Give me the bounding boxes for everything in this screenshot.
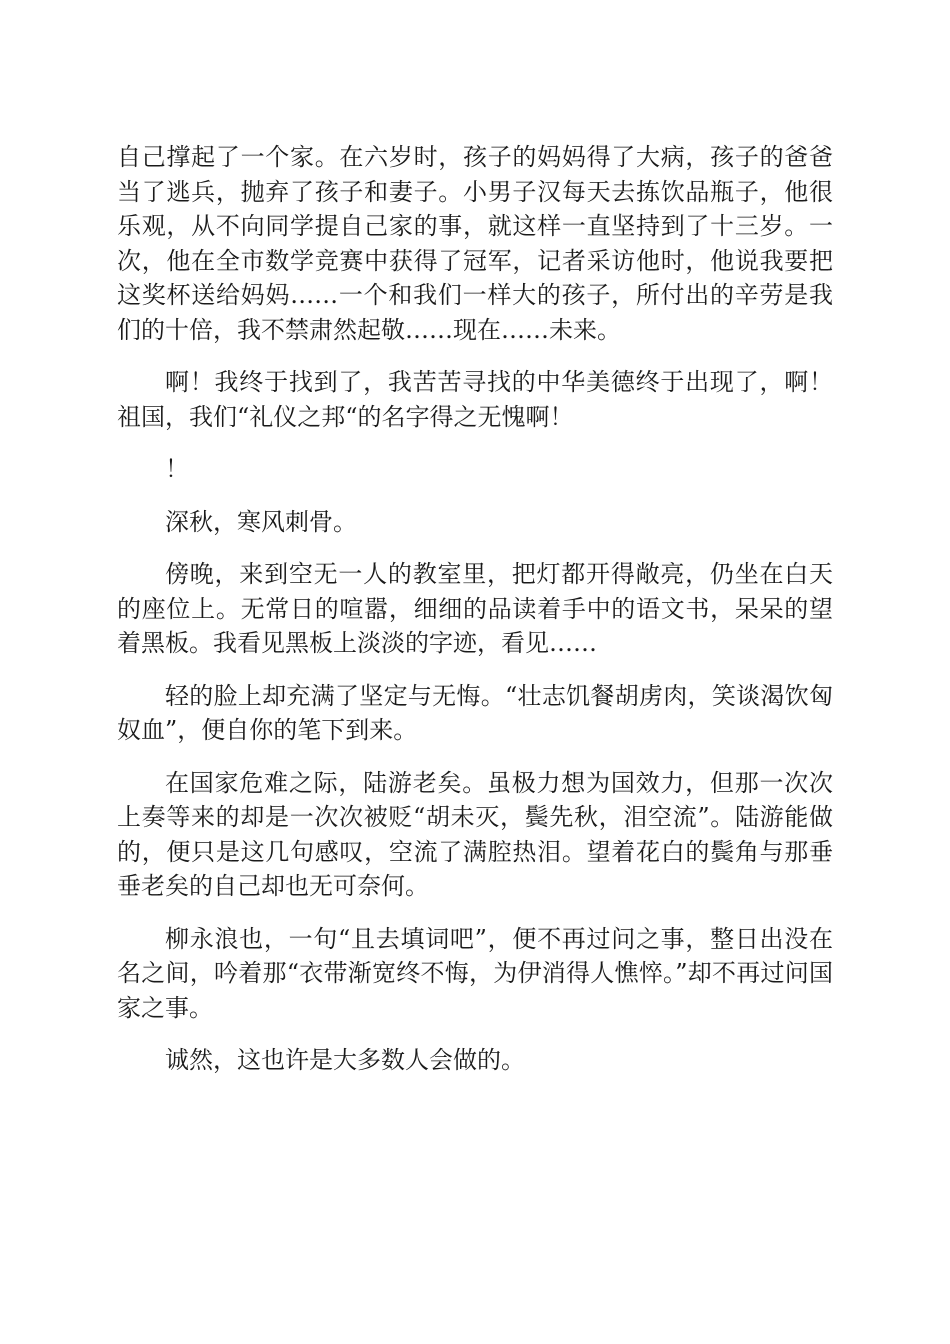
paragraph-lu-you: 在国家危难之际，陆游老矣。虽极力想为国效力，但那一次次上奏等来的却是一次次被贬“胡未灭，鬓先秋，泪空流”。陆游能做的，便只是这几句感叹，空流了满腔热泪。望着花白的鬓角与那垂垂老矣的自己却也无可奈何。 — [117, 768, 833, 900]
paragraph-indeed: 诚然，这也许是大多数人会做的。 — [165, 1046, 525, 1074]
document-body — [117, 140, 833, 1078]
paragraph-exclamation: ！ — [165, 455, 189, 483]
paragraph-gap — [117, 487, 833, 505]
paragraph-classroom: 傍晚，来到空无一人的教室里，把灯都开得敞亮，仍坐在白天的座位上。无常日的喧嚣，细细的品读着手中的语文书，呆呆的望着黑板。我看见黑板上淡淡的字迹，看见…… — [117, 560, 833, 657]
paragraph-continuation: 自己撑起了一个家。在六岁时，孩子的妈妈得了大病，孩子的爸爸当了逃兵，抛弃了孩子和妻子。小男子汉每天去拣饮品瓶子，他很乐观，从不向同学提自己家的事，就这样一直坚持到了十三岁。一次，他在全市数学竞赛中获得了冠军，记者采访他时，他说我要把这奖杯送给妈妈……一个和我们一样大的孩子，所付出的辛劳是我们的十倍，我不禁肃然起敬……现在……未来。 — [117, 143, 833, 344]
paragraph-late-autumn: 深秋，寒风刺骨。 — [165, 507, 357, 536]
paragraph-resolute-face: 轻的脸上却充满了坚定与无悔。“壮志饥餐胡虏肉，笑谈渴饮匈奴血”，便自你的笔下到来。 — [117, 681, 833, 744]
paragraph-liu-yong: 柳永浪也，一句“且去填词吧”，便不再过问之事，整日出没在名之间，吟着那“衣带渐宽终不悔，为伊消得人憔悴。”却不再过问国家之事。 — [117, 924, 833, 1022]
paragraph-gap — [117, 347, 833, 365]
paragraph-gap — [117, 661, 833, 679]
paragraph-gap — [117, 904, 833, 922]
paragraph-gap — [117, 748, 833, 766]
paragraph-found-virtue: 啊！我终于找到了，我苦苦寻找的中华美德终于出现了，啊！祖国，我们“礼仪之邦“的名字得之无愧啊！ — [117, 368, 833, 431]
paragraph-gap — [117, 539, 833, 557]
paragraph-gap — [117, 434, 833, 452]
paragraph-gap — [117, 1025, 833, 1043]
